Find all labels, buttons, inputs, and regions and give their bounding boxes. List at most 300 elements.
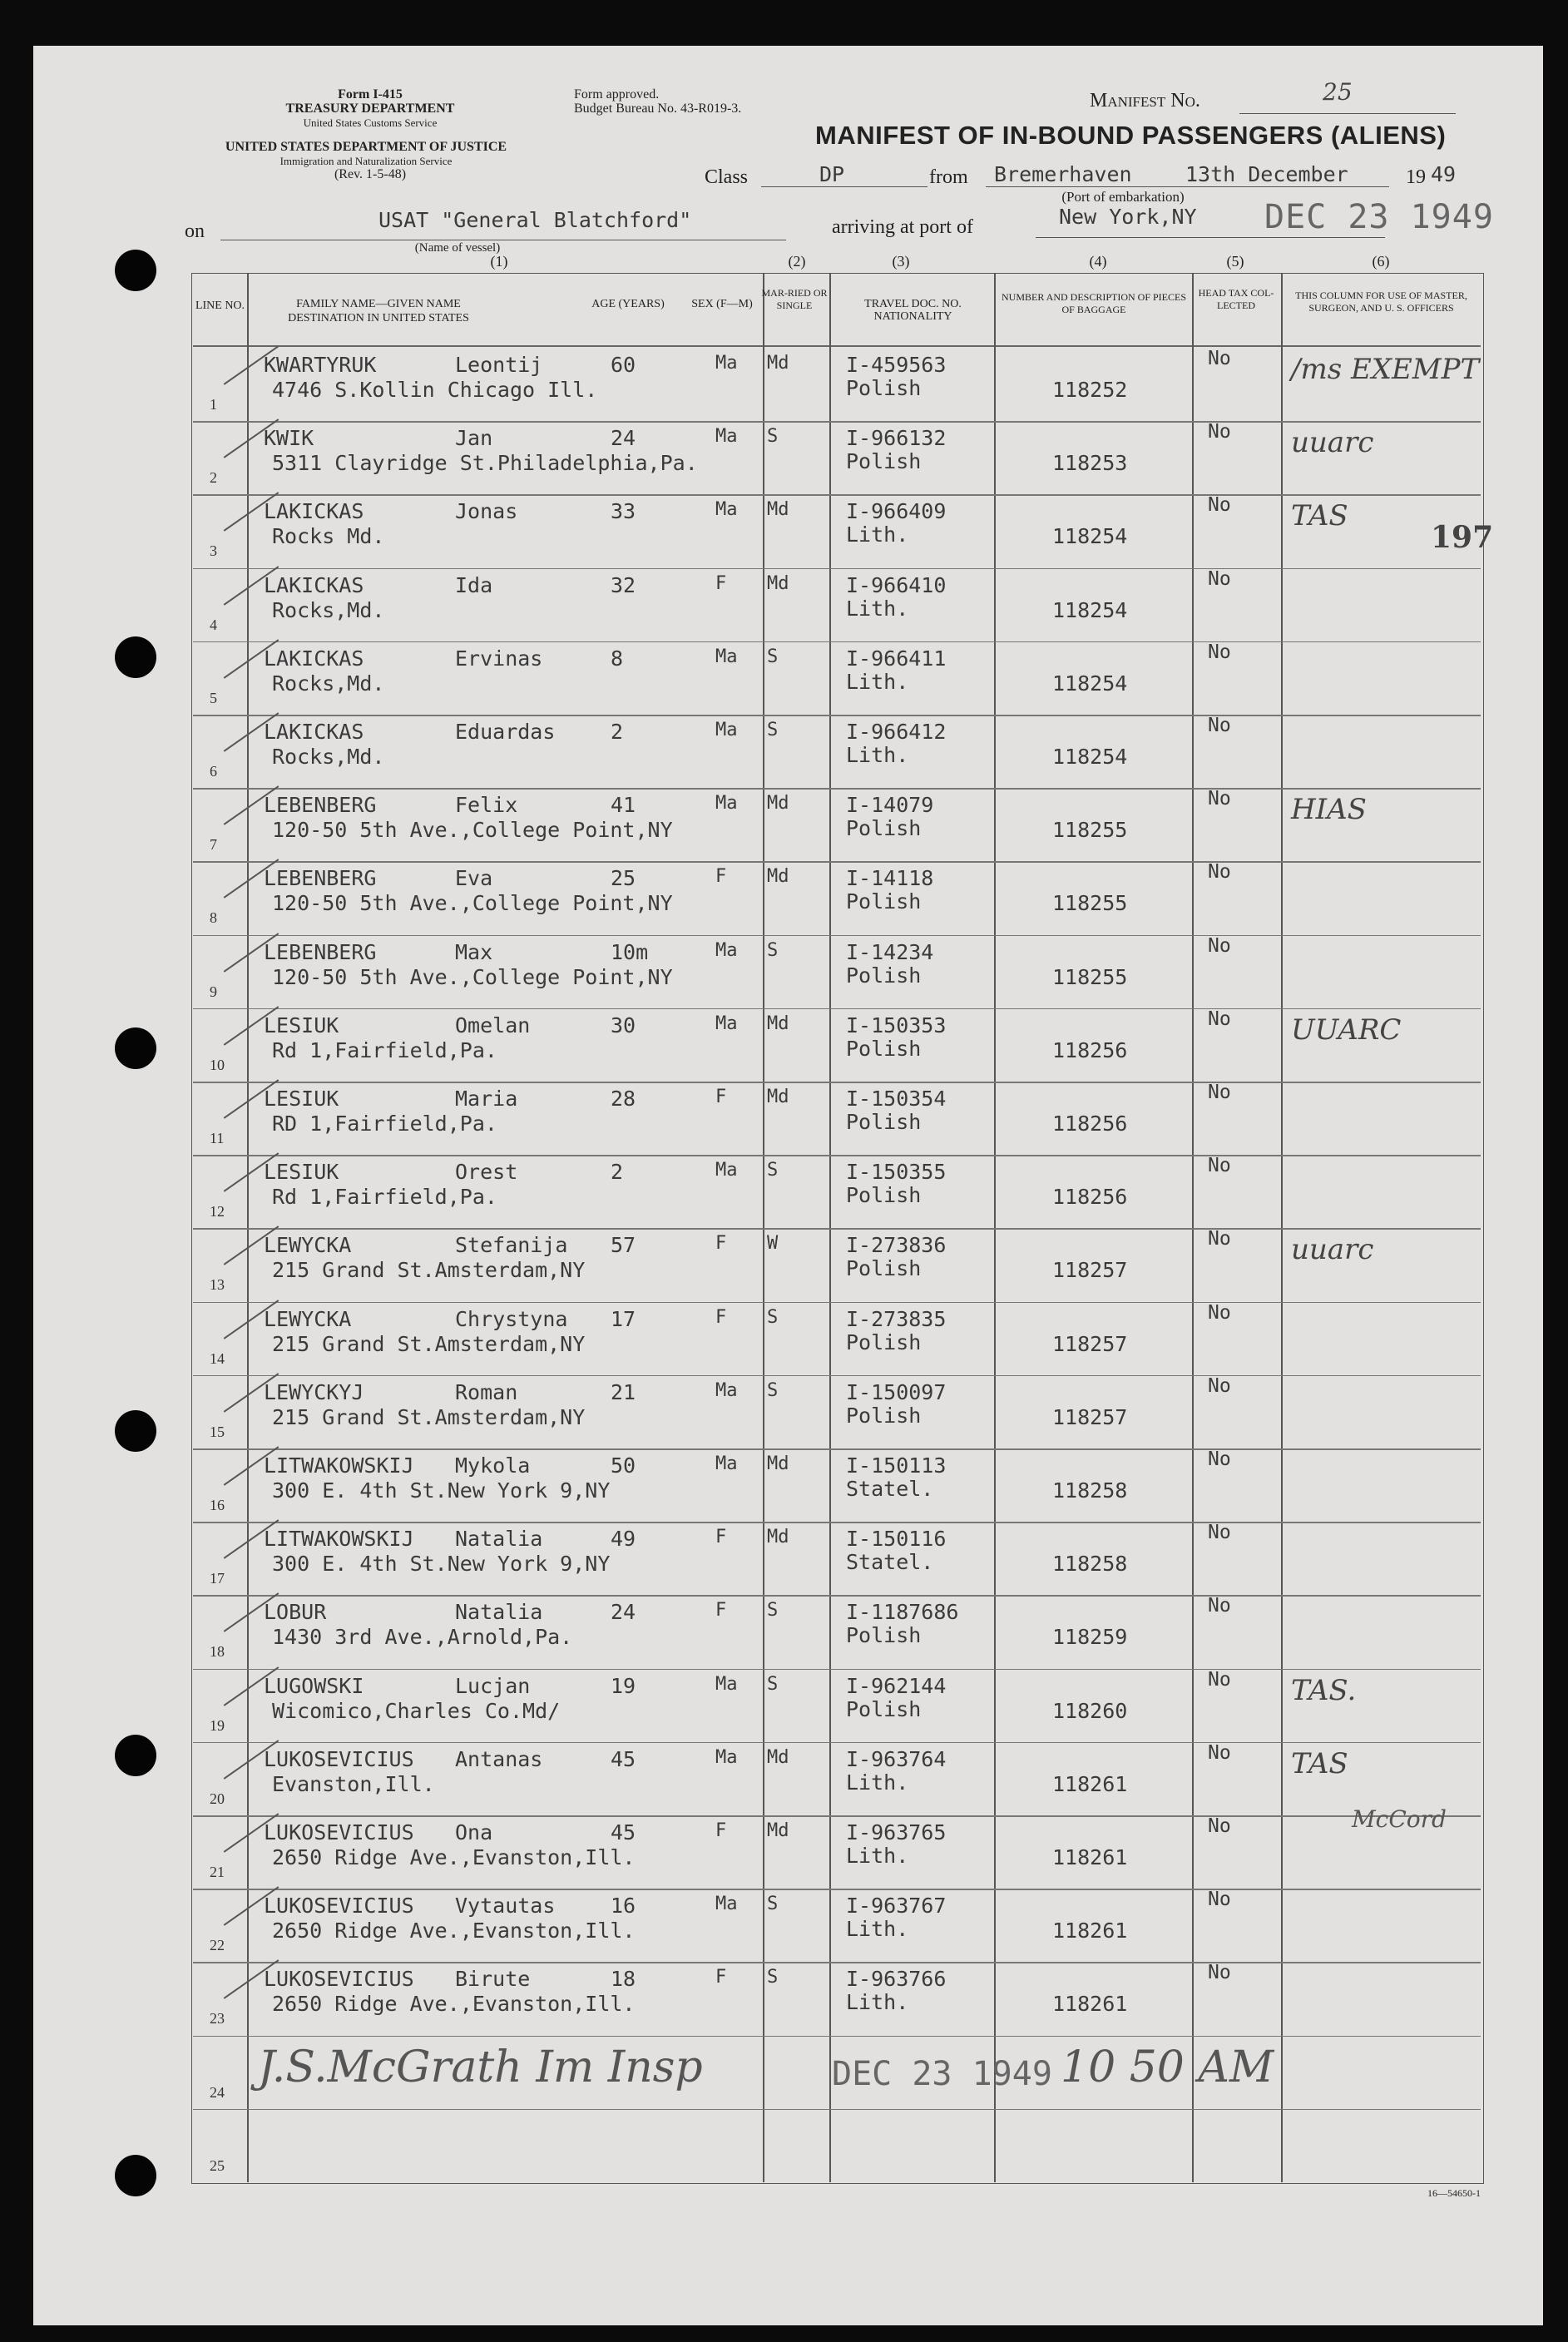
port-embark-caption: (Port of embarkation) — [1061, 189, 1185, 205]
head-tax: No — [1208, 1374, 1231, 1397]
family-name: LEBENBERG — [264, 939, 377, 964]
head-tax: No — [1208, 1301, 1231, 1324]
col-travel-doc: TRAVEL DOC. NO. NATIONALITY — [864, 298, 962, 323]
nationality: Polish — [846, 816, 922, 841]
line-number: 13 — [210, 1276, 225, 1294]
age: 41 — [611, 793, 636, 818]
col-sex: SEX (F—M) — [691, 298, 753, 310]
on-label: on — [185, 220, 205, 242]
family-name: LEWYCKA — [264, 1306, 352, 1331]
officer-remark: TAS — [1291, 1746, 1348, 1780]
destination: 5311 Clayridge St.Philadelphia,Pa. — [272, 451, 698, 476]
form-approved: Form approved. — [574, 87, 660, 102]
officer-remark: TAS. — [1291, 1673, 1357, 1707]
destination: 2650 Ridge Ave.,Evanston,Ill. — [272, 1919, 636, 1943]
table-row — [193, 348, 1481, 421]
family-name: LITWAKOWSKIJ — [264, 1453, 414, 1478]
given-name: Natalia — [455, 1527, 543, 1552]
baggage-no: 118261 — [1052, 1992, 1128, 2017]
table-row — [193, 1375, 1481, 1448]
nationality: Polish — [846, 376, 922, 400]
line-number: 14 — [210, 1349, 225, 1367]
binder-hole — [115, 1027, 156, 1069]
given-name: Antanas — [455, 1746, 543, 1771]
destination: 300 E. 4th St.New York 9,NY — [272, 1478, 611, 1503]
destination: Wicomico,Charles Co.Md/ — [272, 1698, 561, 1723]
baggage-no: 118257 — [1052, 1258, 1128, 1283]
line-number: 1 — [210, 396, 217, 413]
head-tax: No — [1208, 1082, 1231, 1103]
baggage-no: 118254 — [1052, 745, 1128, 769]
given-name: Vytautas — [455, 1894, 556, 1919]
travel-doc-no: I-963767 — [846, 1894, 947, 1919]
destination: 300 E. 4th St.New York 9,NY — [272, 1552, 611, 1577]
travel-doc-no: I-14234 — [846, 939, 934, 964]
line-number: 6 — [210, 763, 217, 780]
margin-number: 197 — [1431, 520, 1494, 555]
family-name: KWIK — [264, 426, 314, 451]
nationality: Polish — [846, 449, 922, 474]
travel-doc-no: I-150113 — [846, 1453, 947, 1478]
marital-status: S — [767, 720, 779, 740]
family-name: LAKICKAS — [264, 572, 364, 597]
destination: 4746 S.Kollin Chicago Ill. — [272, 378, 598, 402]
head-tax: No — [1208, 1448, 1231, 1470]
form-revision: (Rev. 1-5-48) — [334, 167, 407, 181]
family-name: LAKICKAS — [264, 720, 364, 744]
baggage-no: 118261 — [1052, 1919, 1128, 1943]
given-name: Jonas — [455, 499, 518, 524]
table-row — [193, 1962, 1481, 2035]
given-name: Ervinas — [455, 646, 543, 671]
line-number: 3 — [210, 542, 217, 560]
sex: Ma — [715, 1673, 738, 1695]
age: 45 — [611, 1820, 636, 1844]
given-name: Chrystyna — [455, 1306, 568, 1331]
table-row — [193, 1228, 1481, 1301]
nationality: Polish — [846, 1329, 922, 1354]
destination: 1430 3rd Ave.,Arnold,Pa. — [272, 1625, 573, 1650]
col-age: AGE (YEARS) — [591, 298, 665, 310]
marital-status: S — [767, 1673, 779, 1695]
line-number: 22 — [210, 1937, 225, 1954]
table-row — [193, 1302, 1481, 1375]
travel-doc-no: I-150097 — [846, 1379, 947, 1404]
from-label: from — [929, 166, 968, 188]
travel-doc-no: I-150355 — [846, 1160, 947, 1185]
family-name: LEBENBERG — [264, 866, 377, 891]
family-name: LUKOSEVICIUS — [264, 1746, 414, 1771]
marital-status: S — [767, 1600, 779, 1622]
row-divider — [193, 1742, 1481, 1744]
family-name: LAKICKAS — [264, 499, 364, 524]
nationality: Statel. — [846, 1550, 934, 1575]
col-num-5: (5) — [1226, 253, 1244, 270]
line-number: 18 — [210, 1643, 225, 1661]
age: 28 — [611, 1087, 636, 1111]
row-divider — [193, 935, 1481, 937]
nationality: Lith. — [846, 522, 909, 547]
vessel-name: USAT "General Blatchford" — [378, 208, 692, 232]
family-name: LESIUK — [264, 1087, 339, 1111]
head-tax: No — [1208, 1522, 1231, 1544]
baggage-no: 118256 — [1052, 1112, 1128, 1136]
year-prefix: 19 — [1406, 166, 1426, 188]
col-num-4: (4) — [1089, 253, 1107, 270]
table-row — [193, 1082, 1481, 1155]
destination: Rd 1,Fairfield,Pa. — [272, 1185, 497, 1210]
age: 16 — [611, 1894, 636, 1919]
marital-status: S — [767, 1894, 779, 1915]
line-number: 16 — [210, 1497, 225, 1513]
sex: Ma — [715, 1746, 738, 1768]
nationality: Lith. — [846, 1990, 909, 2015]
head-tax: No — [1208, 934, 1231, 957]
baggage-no: 118255 — [1052, 964, 1128, 989]
destination: 2650 Ridge Ave.,Evanston,Ill. — [272, 1992, 636, 2017]
table-row — [193, 861, 1481, 934]
sex: Ma — [715, 1379, 738, 1401]
sex: F — [715, 1600, 727, 1622]
binder-hole — [115, 250, 156, 291]
table-row — [193, 494, 1481, 567]
age: 18 — [611, 1967, 636, 1992]
row-divider — [193, 421, 1481, 423]
given-name: Mykola — [455, 1453, 531, 1478]
travel-doc-no: I-966411 — [846, 646, 947, 671]
age: 24 — [611, 426, 636, 451]
travel-doc-no: I-14118 — [846, 866, 934, 891]
port-of-embarkation: Bremerhaven — [994, 162, 1132, 186]
nationality: Polish — [846, 889, 922, 914]
age: 10m — [611, 939, 649, 964]
age: 45 — [611, 1746, 636, 1771]
given-name: Omelan — [455, 1013, 531, 1037]
row-divider — [193, 1008, 1481, 1010]
nationality: Lith. — [846, 1917, 909, 1942]
baggage-no: 118255 — [1052, 891, 1128, 916]
age: 50 — [611, 1453, 636, 1478]
nationality: Polish — [846, 1696, 922, 1721]
departure-date: 13th December — [1185, 162, 1348, 186]
baggage-no: 118254 — [1052, 524, 1128, 549]
sex: F — [715, 1233, 727, 1255]
manifest-no-label: Manifest No. — [1090, 90, 1200, 111]
head-tax: No — [1208, 1741, 1231, 1764]
row-divider — [193, 1962, 1481, 1963]
marital-status: W — [767, 1233, 779, 1255]
destination: 215 Grand St.Amsterdam,NY — [272, 1258, 586, 1283]
form-number: Form I-415 — [338, 87, 403, 102]
nationality: Lith. — [846, 596, 909, 621]
table-row — [193, 1742, 1481, 1815]
family-name: LEBENBERG — [264, 793, 377, 818]
given-name: Felix — [455, 793, 518, 818]
line-number: 4 — [210, 616, 217, 633]
line-number: 7 — [210, 836, 217, 854]
sex: Ma — [715, 1894, 738, 1915]
table-row — [193, 1522, 1481, 1595]
head-tax: No — [1208, 1962, 1231, 1984]
col-line-no: LINE NO. — [195, 300, 245, 312]
age: 30 — [611, 1013, 636, 1037]
sex: F — [715, 866, 727, 888]
arrival-port: New York,NY — [1059, 205, 1197, 229]
head-tax: No — [1208, 641, 1231, 663]
family-name: LUGOWSKI — [264, 1673, 364, 1698]
given-name: Leontij — [455, 353, 543, 377]
travel-doc-no: I-150116 — [846, 1527, 947, 1552]
sex: Ma — [715, 353, 738, 374]
baggage-no: 118253 — [1052, 451, 1128, 476]
head-tax: No — [1208, 494, 1231, 517]
marital-status: Md — [767, 572, 789, 594]
col-head-tax: HEAD TAX COL-LECTED — [1198, 287, 1274, 311]
sex: Ma — [715, 426, 738, 448]
row-divider — [193, 494, 1481, 496]
baggage-no: 118252 — [1052, 378, 1128, 402]
line-number: 24 — [210, 2083, 225, 2101]
binder-hole — [115, 1735, 156, 1776]
baggage-no: 118257 — [1052, 1331, 1128, 1356]
age: 49 — [611, 1527, 636, 1552]
line-number: 21 — [210, 1864, 225, 1880]
binder-hole — [115, 2155, 156, 2196]
row-divider — [193, 568, 1481, 570]
family-name: LESIUK — [264, 1160, 339, 1185]
baggage-no: 118259 — [1052, 1625, 1128, 1650]
family-name: LESIUK — [264, 1013, 339, 1037]
given-name: Max — [455, 939, 493, 964]
head-tax: No — [1208, 567, 1231, 590]
baggage-no: 118255 — [1052, 818, 1128, 843]
line-number: 9 — [210, 983, 217, 1000]
col-num-3: (3) — [892, 253, 910, 270]
travel-doc-no: I-963766 — [846, 1967, 947, 1992]
nationality: Lith. — [846, 669, 909, 694]
nationality: Lith. — [846, 743, 909, 767]
travel-doc-no: I-1187686 — [846, 1600, 959, 1625]
given-name: Ona — [455, 1820, 493, 1844]
remark-mccord: McCord — [1352, 1805, 1447, 1833]
col-num-6: (6) — [1372, 253, 1390, 270]
row-divider — [193, 715, 1481, 716]
marital-status: S — [767, 1967, 779, 1988]
family-name: LUKOSEVICIUS — [264, 1967, 414, 1992]
marital-status: Md — [767, 1527, 789, 1548]
nationality: Polish — [846, 1183, 922, 1208]
baggage-no: 118257 — [1052, 1404, 1128, 1429]
nationality: Lith. — [846, 1844, 909, 1868]
marital-status: S — [767, 939, 779, 961]
head-tax: No — [1208, 1008, 1231, 1030]
destination: 215 Grand St.Amsterdam,NY — [272, 1404, 586, 1429]
inspector-signature: J.S.McGrath Im Insp — [258, 2042, 703, 2092]
head-tax: No — [1208, 1595, 1231, 1617]
age: 19 — [611, 1673, 636, 1698]
nationality: Polish — [846, 963, 922, 988]
table-row — [193, 641, 1481, 715]
destination: 120-50 5th Ave.,College Point,NY — [272, 891, 673, 916]
nationality: Polish — [846, 1256, 922, 1281]
age: 24 — [611, 1600, 636, 1625]
destination: 215 Grand St.Amsterdam,NY — [272, 1331, 586, 1356]
table-row — [193, 1008, 1481, 1082]
age: 2 — [611, 720, 624, 744]
col-married: MAR-RIED OR SINGLE — [761, 287, 828, 311]
sex: Ma — [715, 646, 738, 667]
baggage-no: 118261 — [1052, 1771, 1128, 1796]
family-name: LEWYCKA — [264, 1233, 352, 1258]
table-row — [193, 2109, 1481, 2182]
dept-customs: United States Customs Service — [303, 116, 438, 129]
table-row — [193, 1595, 1481, 1668]
age: 33 — [611, 499, 636, 524]
row-divider — [193, 788, 1481, 790]
head-tax: No — [1208, 1228, 1231, 1250]
baggage-no: 118256 — [1052, 1037, 1128, 1062]
arrival-date-stamp: DEC 23 1949 — [1264, 198, 1494, 236]
table-row — [193, 421, 1481, 494]
nationality: Lith. — [846, 1770, 909, 1795]
destination: 2650 Ridge Ave.,Evanston,Ill. — [272, 1845, 636, 1869]
destination: 120-50 5th Ave.,College Point,NY — [272, 964, 673, 989]
officer-remark: HIAS — [1291, 793, 1367, 827]
row-divider — [193, 1228, 1481, 1230]
sex: Ma — [715, 1013, 738, 1034]
sex: Ma — [715, 720, 738, 740]
destination: Rocks,Md. — [272, 671, 385, 696]
travel-doc-no: I-966132 — [846, 426, 947, 451]
dept-treasury: TREASURY DEPARTMENT — [285, 102, 455, 116]
arriving-label: arriving at port of — [832, 216, 973, 238]
travel-doc-no: I-150353 — [846, 1013, 947, 1037]
class-label: Class — [705, 166, 749, 188]
head-tax: No — [1208, 788, 1231, 810]
marital-status: Md — [767, 1013, 789, 1034]
inspection-stamp: DEC 23 1949 — [832, 2055, 1052, 2093]
destination: Rocks,Md. — [272, 597, 385, 622]
given-name: Jan — [455, 426, 493, 451]
table-row — [193, 1155, 1481, 1228]
officer-remark: UUARC — [1291, 1013, 1402, 1047]
officer-remark: uuarc — [1291, 1233, 1374, 1267]
year-value: 49 — [1431, 162, 1457, 186]
table-row — [193, 1448, 1481, 1522]
dept-justice: UNITED STATES DEPARTMENT OF JUSTICE — [225, 140, 507, 154]
row-divider — [193, 2036, 1481, 2037]
table-row — [193, 1669, 1481, 1742]
row-divider — [193, 1082, 1481, 1083]
travel-doc-no: I-962144 — [846, 1673, 947, 1698]
family-name: LUKOSEVICIUS — [264, 1894, 414, 1919]
age: 32 — [611, 572, 636, 597]
line-number: 23 — [210, 2010, 225, 2028]
dept-immigration: Immigration and Naturalization Service — [279, 155, 453, 167]
given-name: Eva — [455, 866, 493, 891]
baggage-no: 118254 — [1052, 671, 1128, 696]
table-row — [193, 715, 1481, 788]
line-number: 15 — [210, 1423, 225, 1440]
travel-doc-no: I-966412 — [846, 720, 947, 744]
given-name: Stefanija — [455, 1233, 568, 1258]
head-tax: No — [1208, 715, 1231, 736]
age: 21 — [611, 1379, 636, 1404]
age: 57 — [611, 1233, 636, 1258]
line-number: 8 — [210, 909, 217, 927]
row-divider — [193, 1155, 1481, 1156]
head-tax: No — [1208, 1668, 1231, 1691]
travel-doc-no: I-14079 — [846, 793, 934, 818]
sex: F — [715, 1087, 727, 1107]
line-number: 12 — [210, 1203, 225, 1221]
col-num-1: (1) — [490, 253, 508, 270]
col-officers: THIS COLUMN FOR USE OF MASTER, SURGEON, AND U. S. OFFICERS — [1295, 290, 1467, 314]
given-name: Ida — [455, 572, 493, 597]
row-divider — [193, 1889, 1481, 1890]
travel-doc-no: I-966410 — [846, 572, 947, 597]
travel-doc-no: I-150354 — [846, 1087, 947, 1111]
marital-status: S — [767, 426, 779, 448]
table-row — [193, 788, 1481, 861]
travel-doc-no: I-966409 — [846, 499, 947, 524]
sex: F — [715, 572, 727, 594]
vessel-caption: (Name of vessel) — [414, 241, 501, 255]
row-divider — [193, 1522, 1481, 1523]
nationality: Statel. — [846, 1477, 934, 1501]
row-divider — [193, 1302, 1481, 1304]
line-number: 20 — [210, 1790, 225, 1807]
marital-status: Md — [767, 793, 789, 815]
line-number: 2 — [210, 469, 217, 487]
family-name: LEWYCKYJ — [264, 1379, 364, 1404]
sex: Ma — [715, 793, 738, 815]
marital-status: Md — [767, 1746, 789, 1768]
row-divider — [193, 1375, 1481, 1377]
budget-bureau: Budget Bureau No. 43-R019-3. — [574, 102, 742, 116]
line-number: 17 — [210, 1570, 225, 1587]
family-name: LOBUR — [264, 1600, 327, 1625]
head-tax: No — [1208, 861, 1231, 884]
sex: Ma — [715, 939, 738, 961]
age: 2 — [611, 1160, 624, 1185]
nationality: Polish — [846, 1623, 922, 1648]
travel-doc-no: I-273836 — [846, 1233, 947, 1258]
given-name: Eduardas — [455, 720, 556, 744]
col-baggage: NUMBER AND DESCRIPTION OF PIECES OF BAGGAGE — [1001, 291, 1187, 315]
marital-status: Md — [767, 499, 789, 521]
given-name: Birute — [455, 1967, 531, 1992]
given-name: Natalia — [455, 1600, 543, 1625]
line-number: 10 — [210, 1056, 225, 1073]
row-divider — [193, 1595, 1481, 1597]
destination: 120-50 5th Ave.,College Point,NY — [272, 818, 673, 843]
family-name: LUKOSEVICIUS — [264, 1820, 414, 1844]
sex: Ma — [715, 1160, 738, 1181]
baggage-no: 118258 — [1052, 1552, 1128, 1577]
age: 60 — [611, 353, 636, 377]
table-row — [193, 1815, 1481, 1889]
travel-doc-no: I-459563 — [846, 353, 947, 377]
page-title: MANIFEST OF IN-BOUND PASSENGERS (ALIENS) — [815, 121, 1447, 150]
head-tax: No — [1208, 348, 1231, 369]
row-divider — [193, 1815, 1481, 1817]
nationality: Polish — [846, 1036, 922, 1061]
line-number: 25 — [210, 2156, 225, 2174]
given-name: Lucjan — [455, 1673, 531, 1698]
col-num-2: (2) — [788, 253, 806, 270]
baggage-no: 118260 — [1052, 1698, 1128, 1723]
